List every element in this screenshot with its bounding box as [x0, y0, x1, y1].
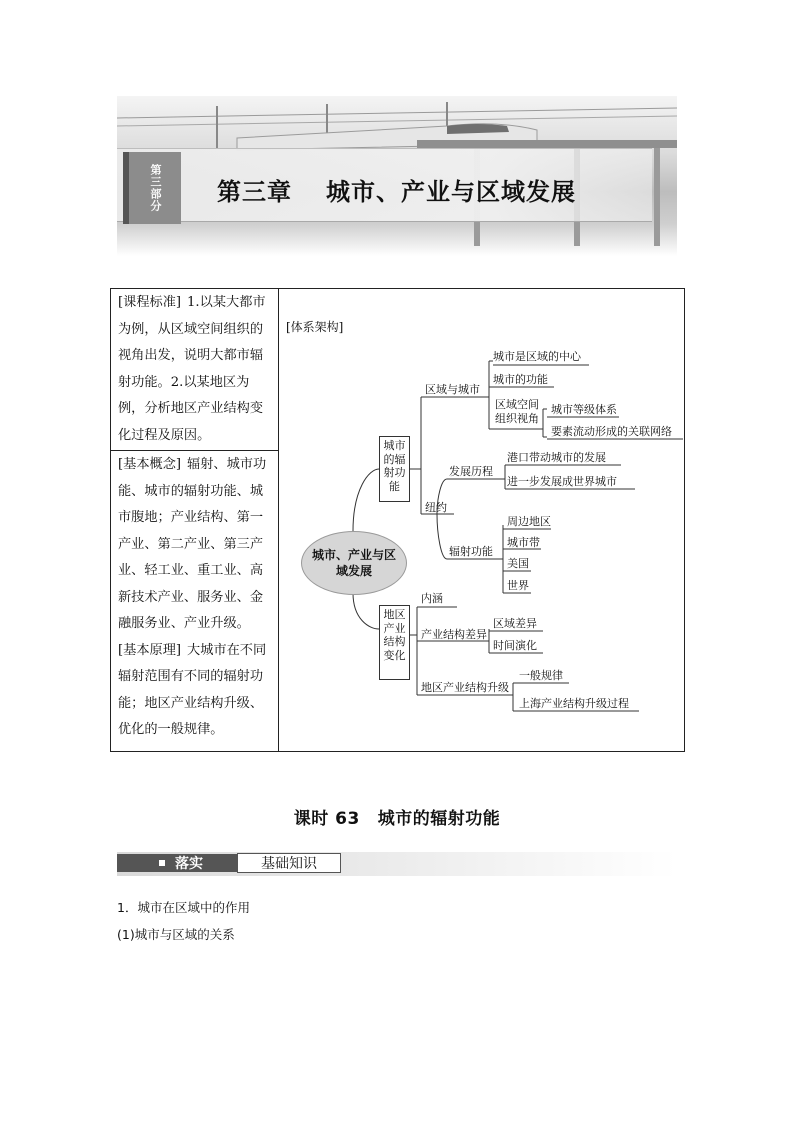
node-time-evolution: 时间演化	[493, 639, 537, 652]
node-connotation: 内涵	[421, 592, 443, 605]
framework-label: [体系架构]	[286, 320, 344, 334]
mindmap-branch-a	[379, 436, 410, 502]
branch-b-label: 地区产业结构变化	[383, 608, 406, 662]
heading-item-1-1: (1)城市与区域的关系	[117, 927, 235, 942]
node-structure-diff: 产业结构差异	[421, 628, 487, 641]
concepts-cell	[111, 451, 278, 751]
mindmap-center-label: 城市、产业与区域发展	[312, 548, 397, 578]
course-standard-tag: [课程标准]	[118, 295, 182, 310]
basic-principle-text: 大城市在不同辐射范围有不同的辐射功能；地区产业结构升级、优化的一般规律。	[118, 642, 267, 737]
mindmap-branch-b	[379, 605, 410, 680]
heading-item-1: 1．城市在区域中的作用	[117, 900, 250, 915]
node-radiation-function: 辐射功能	[449, 545, 493, 558]
branch-a-label: 城市的辐射功能	[383, 439, 406, 493]
section-sub-label: 基础知识	[237, 853, 341, 873]
lesson-name: 城市的辐射功能	[377, 809, 501, 829]
section-main-label: 落实	[175, 856, 203, 872]
section-main-box	[117, 854, 237, 872]
standards-column	[111, 289, 279, 751]
course-standard-text: 1.以某大都市为例，从区域空间组织的视角出发，说明大都市辐射功能。2.以某地区为例，分析地区产业结构变化过程及原因。	[118, 295, 266, 443]
node-surrounding: 周边地区	[507, 515, 551, 528]
node-general-law: 一般规律	[519, 669, 563, 682]
course-overview-table	[110, 288, 685, 752]
node-new-york: 纽约	[425, 501, 447, 514]
part-label-box	[123, 152, 181, 224]
basic-principle-tag: [基本原理]	[118, 642, 182, 658]
square-bullet-icon	[159, 860, 165, 866]
node-upgrade: 地区产业结构升级	[421, 681, 509, 694]
node-spatial-view: 区域空间组织视角	[495, 398, 539, 425]
chapter-banner	[117, 96, 677, 256]
node-city-hierarchy: 城市等级体系	[551, 403, 617, 416]
node-world-city: 进一步发展成世界城市	[507, 475, 617, 488]
node-flow-network: 要素流动形成的关联网络	[551, 425, 672, 438]
framework-column	[279, 289, 684, 751]
chapter-number: 第三章	[217, 178, 292, 206]
node-region-and-city: 区域与城市	[425, 383, 480, 396]
lesson-number: 课时 63	[293, 809, 360, 829]
node-port-development: 港口带动城市的发展	[507, 451, 606, 464]
node-shanghai-upgrade: 上海产业结构升级过程	[519, 697, 629, 710]
basic-concept-text: 辐射、城市功能、城市的辐射功能、城市腹地；产业结构、第一产业、第二产业、第三产业、轻工业、重工业、高新技术产业、服务业、金融服务业、产业升级。	[118, 457, 267, 631]
mindmap-center-node	[301, 531, 407, 595]
node-regional-diff: 区域差异	[493, 617, 537, 630]
chapter-name: 城市、产业与区域发展	[326, 178, 576, 206]
section-header	[117, 852, 677, 876]
part-label: 第三部分	[149, 164, 162, 212]
course-standard-cell	[111, 289, 278, 451]
node-city-center: 城市是区域的中心	[493, 350, 581, 363]
node-city-belt: 城市带	[507, 536, 540, 549]
chapter-title	[217, 172, 576, 207]
node-development: 发展历程	[449, 465, 493, 478]
node-world: 世界	[507, 579, 529, 592]
lesson-title	[0, 804, 794, 829]
basic-concept-tag: [基本概念]	[118, 457, 182, 472]
node-usa: 美国	[507, 557, 529, 570]
node-city-function: 城市的功能	[493, 373, 548, 386]
